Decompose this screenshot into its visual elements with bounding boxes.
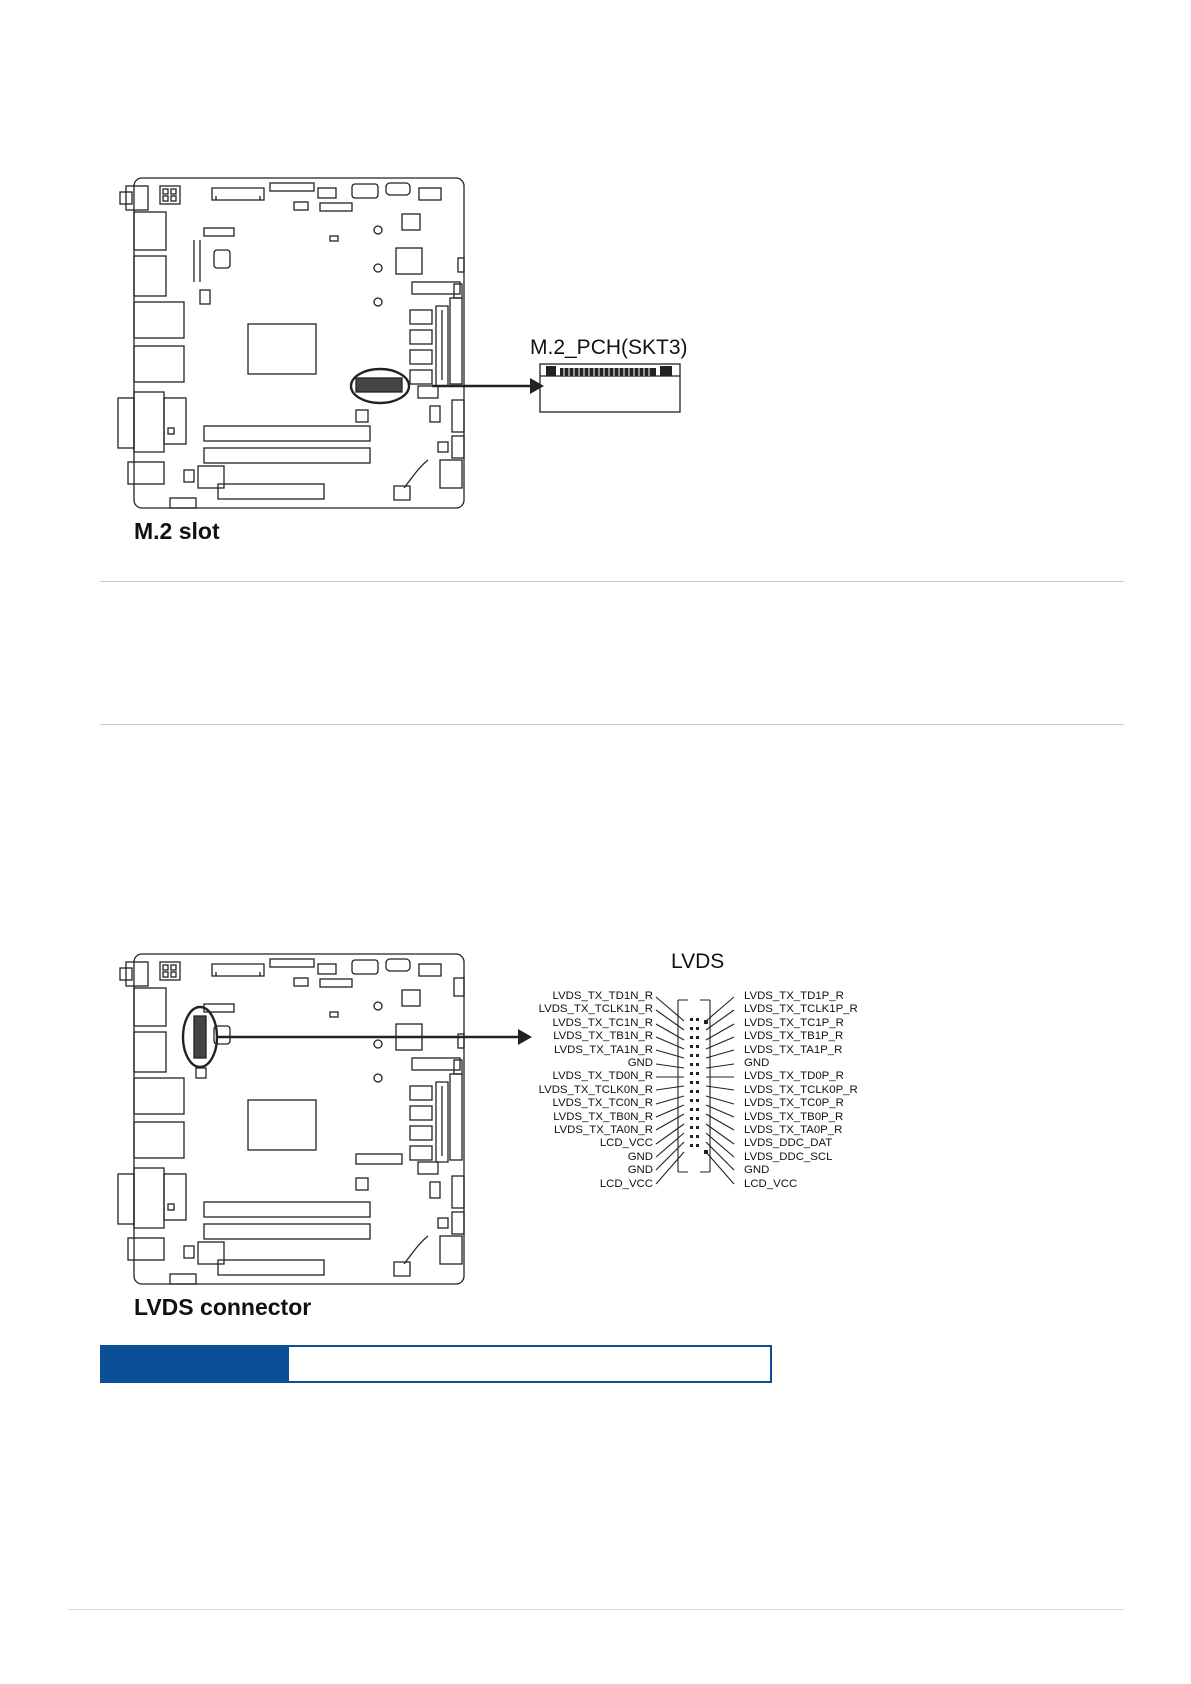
lvds-pin-label-right: LVDS_TX_TC0P_R (744, 1097, 844, 1110)
lvds-pin-label-right: GND (744, 1164, 770, 1177)
table-header-bar (100, 1345, 772, 1383)
lvds-pin-label-left: GND (627, 1164, 653, 1177)
motherboard-diagram-m2 (0, 0, 1191, 560)
table-header-cell (102, 1347, 289, 1381)
lvds-pin-label-left: LVDS_TX_TCLK0N_R (538, 1083, 653, 1096)
section-divider (100, 724, 1124, 725)
lvds-pin-label-right: LVDS_TX_TD0P_R (744, 1070, 844, 1083)
lvds-pin-label-left: GND (627, 1057, 653, 1069)
lvds-pin-label-right: LCD_VCC (744, 1177, 798, 1190)
lvds-pin-label-right: LVDS_TX_TA0P_R (744, 1124, 843, 1136)
lvds-pin-label-left: LVDS_TX_TB0N_R (553, 1110, 653, 1123)
lvds-pin-label-left: LVDS_TX_TC1N_R (552, 1016, 653, 1029)
lvds-pin-label-right: LVDS_TX_TD1P_R (744, 990, 844, 1002)
footer-divider (68, 1609, 1124, 1610)
m2-caption: M.2 slot (134, 518, 220, 544)
lvds-pin-label-right: LVDS_TX_TB1P_R (744, 1030, 844, 1043)
lvds-pin-label-right: LVDS_TX_TCLK0P_R (744, 1083, 858, 1096)
lvds-pin-label-right: GND (744, 1057, 770, 1069)
lvds-pin-label-right: LVDS_DDC_SCL (744, 1150, 833, 1163)
lvds-pin-label-left: LCD_VCC (599, 1137, 653, 1150)
lvds-pin-label-right: LVDS_DDC_DAT (744, 1137, 833, 1150)
m2-connector-label: M.2_PCH(SKT3) (530, 336, 688, 359)
lvds-pin-label-left: LCD_VCC (599, 1177, 653, 1190)
lvds-pin-label-left: LVDS_TX_TC0N_R (552, 1097, 653, 1110)
lvds-pin-label-left: LVDS_TX_TD1N_R (552, 990, 653, 1002)
lvds-pin-label-left: LVDS_TX_TD0N_R (552, 1070, 653, 1083)
lvds-connector-title: LVDS (671, 950, 725, 973)
lvds-pin-label-left: GND (627, 1150, 653, 1163)
lvds-pin-label-right: LVDS_TX_TA1P_R (744, 1043, 843, 1056)
lvds-pin-label-right: LVDS_TX_TC1P_R (744, 1016, 844, 1029)
section-divider (100, 581, 1124, 582)
lvds-pin-label-left: LVDS_TX_TA1N_R (554, 1043, 653, 1056)
lvds-pin-label-right: LVDS_TX_TCLK1P_R (744, 1003, 858, 1016)
lvds-pin-label-left: LVDS_TX_TB1N_R (553, 1030, 653, 1043)
lvds-pin-label-left: LVDS_TX_TA0N_R (554, 1124, 653, 1136)
lvds-pin-label-left: LVDS_TX_TCLK1N_R (538, 1003, 653, 1016)
lvds-pin-label-right: LVDS_TX_TB0P_R (744, 1110, 844, 1123)
lvds-caption: LVDS connector (134, 1294, 312, 1320)
